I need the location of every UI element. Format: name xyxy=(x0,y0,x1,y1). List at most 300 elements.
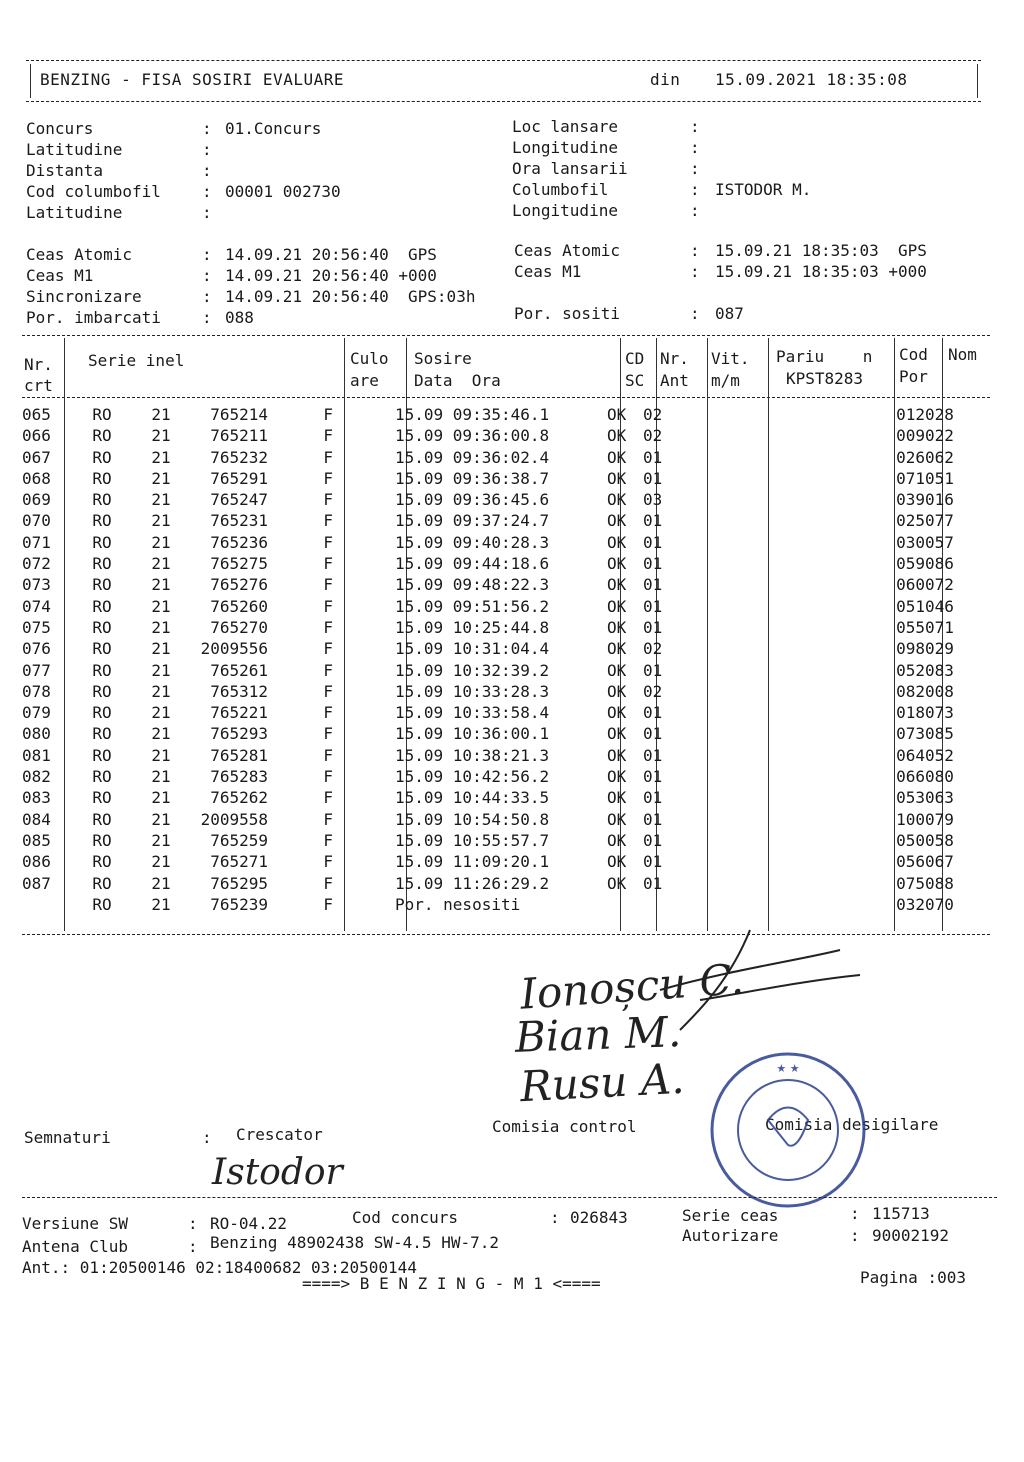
cell-pariu xyxy=(753,617,879,638)
ring-year: 21 xyxy=(151,639,171,659)
info-left-value: 00001 002730 xyxy=(225,182,341,201)
cod-concurs-value: 026843 xyxy=(570,1208,628,1227)
table-row xyxy=(22,425,965,446)
ring-country: RO xyxy=(92,681,112,701)
arrival-time: 15.09 11:09:20.1 xyxy=(395,852,550,872)
th-culoare: Culo xyxy=(350,349,389,368)
ring-number: 2009558 xyxy=(200,809,268,829)
ring-country: RO xyxy=(92,490,112,510)
cod-por: 056 xyxy=(896,852,925,872)
table-row xyxy=(22,660,965,681)
ring-number: 765271 xyxy=(210,852,268,872)
ring-sex: F xyxy=(323,809,333,829)
cell-culoare xyxy=(333,830,395,851)
cell-pariu xyxy=(753,468,879,489)
nom: 088 xyxy=(925,873,954,893)
ring-sex: F xyxy=(323,405,333,424)
cod-por: 026 xyxy=(896,447,925,467)
row-number: 072 xyxy=(22,554,51,574)
print-date-label: din xyxy=(650,70,681,89)
cell-culoare xyxy=(333,681,395,702)
table-row xyxy=(22,574,965,595)
ring-sex: F xyxy=(323,554,333,574)
row-number xyxy=(22,894,64,915)
ring-country: RO xyxy=(92,617,112,637)
info-right-label: Ora lansarii xyxy=(512,159,628,178)
ring-year: 21 xyxy=(151,426,171,446)
comisia-control-label: Comisia control xyxy=(492,1117,637,1136)
row-number: 073 xyxy=(22,575,51,595)
ring-year: 21 xyxy=(151,532,171,552)
cell-culoare xyxy=(333,809,395,830)
cod-por: 075 xyxy=(896,873,925,893)
antenna-number: 01 xyxy=(643,809,663,829)
clock-right-label: Ceas M1 xyxy=(514,262,582,281)
document-title: BENZING - FISA SOSIRI EVALUARE xyxy=(40,70,344,89)
autorizare-colon: : xyxy=(850,1226,860,1245)
th-nr-ant: Nr. xyxy=(660,349,689,368)
arrival-time: 15.09 10:44:33.5 xyxy=(395,788,550,808)
clock-right-value: 087 xyxy=(715,304,744,323)
ring-country: RO xyxy=(92,639,112,659)
colon-separator: : xyxy=(202,266,212,285)
ring-country: RO xyxy=(92,745,112,765)
colon-separator: : xyxy=(202,161,212,180)
cell-culoare xyxy=(333,596,395,617)
cd-status: OK xyxy=(607,830,627,850)
cod-concurs-label: Cod concurs xyxy=(352,1208,458,1227)
arrivals-table xyxy=(22,404,965,915)
info-right-value: ISTODOR M. xyxy=(715,180,812,199)
ring-sex: F xyxy=(323,511,333,531)
th-por: Por xyxy=(899,367,928,386)
clock-left-value: 088 xyxy=(225,308,254,327)
nom: 008 xyxy=(925,681,954,701)
ring-sex: F xyxy=(323,575,333,595)
cell-culoare xyxy=(333,638,395,659)
versiune-value: RO-04.22 xyxy=(210,1214,288,1233)
clock-left-value: 14.09.21 20:56:40 GPS:03h xyxy=(225,287,476,306)
cell-viteza xyxy=(693,468,753,489)
row-number: 071 xyxy=(22,532,51,552)
cell-viteza xyxy=(693,425,753,446)
ring-sex: F xyxy=(323,468,333,488)
cell-pariu xyxy=(753,660,879,681)
ring-year: 21 xyxy=(151,873,171,893)
colon-separator: : xyxy=(202,287,212,306)
row-number: 079 xyxy=(22,703,51,723)
cell-pariu xyxy=(753,745,879,766)
row-number: 076 xyxy=(22,639,51,659)
cell-pariu xyxy=(753,447,879,468)
table-row xyxy=(22,553,965,574)
cell-culoare xyxy=(333,851,395,872)
table-row xyxy=(22,681,965,702)
table-row xyxy=(22,404,965,425)
nom: 058 xyxy=(925,830,954,850)
cd-status: OK xyxy=(607,681,627,701)
cell-viteza xyxy=(693,532,753,553)
cell-viteza xyxy=(693,766,753,787)
ring-country: RO xyxy=(92,767,112,787)
nom: 070 xyxy=(925,894,954,914)
clock-left-value: 14.09.21 20:56:40 GPS xyxy=(225,245,437,264)
arrival-time: 15.09 09:36:02.4 xyxy=(395,447,550,467)
semnaturi-colon: : xyxy=(202,1128,212,1147)
ring-year: 21 xyxy=(151,681,171,701)
club-stamp xyxy=(708,1050,868,1210)
row-number: 074 xyxy=(22,596,51,616)
nom: 057 xyxy=(925,532,954,552)
cd-status: OK xyxy=(607,426,627,446)
info-left-label: Latitudine xyxy=(26,203,123,222)
cell-culoare xyxy=(333,489,395,510)
colon-separator: : xyxy=(690,304,700,323)
cell-culoare xyxy=(333,425,395,446)
cd-status: OK xyxy=(607,703,627,723)
cd-status: OK xyxy=(607,809,627,829)
autorizare-label: Autorizare xyxy=(682,1226,779,1245)
ring-country: RO xyxy=(92,575,112,595)
cell-viteza xyxy=(693,638,753,659)
th-cod: Cod xyxy=(899,345,928,364)
ring-number: 2009556 xyxy=(200,639,268,659)
ring-number: 765214 xyxy=(210,405,268,424)
cd-status: OK xyxy=(607,575,627,595)
ring-year: 21 xyxy=(151,405,171,424)
th-culoare-2: are xyxy=(350,371,379,390)
ring-country: RO xyxy=(92,830,112,850)
cell-culoare xyxy=(333,787,395,808)
cd-status: OK xyxy=(607,554,627,574)
antenna-number: 01 xyxy=(643,788,663,808)
ring-country: RO xyxy=(92,703,112,723)
colon-separator: : xyxy=(202,182,212,201)
cell-viteza xyxy=(693,553,753,574)
arrival-time: 15.09 09:37:24.7 xyxy=(395,511,550,531)
footer-divider xyxy=(22,1197,997,1198)
table-row xyxy=(22,468,965,489)
cell-viteza xyxy=(693,596,753,617)
info-left-label: Latitudine xyxy=(26,140,123,159)
ring-year: 21 xyxy=(151,596,171,616)
nom: 085 xyxy=(925,724,954,744)
antenna-number: 02 xyxy=(643,426,663,446)
cod-por: 053 xyxy=(896,788,925,808)
nom: 067 xyxy=(925,852,954,872)
colon-separator: : xyxy=(690,117,700,136)
cd-status: OK xyxy=(607,724,627,744)
cell-culoare xyxy=(333,894,395,915)
ring-country: RO xyxy=(92,426,112,446)
cod-por: 050 xyxy=(896,830,925,850)
cd-status: OK xyxy=(607,660,627,680)
antenna-number: 01 xyxy=(643,575,663,595)
antenna-number: 01 xyxy=(643,703,663,723)
ring-country: RO xyxy=(92,596,112,616)
nom: 062 xyxy=(925,447,954,467)
ring-country: RO xyxy=(92,852,112,872)
ring-sex: F xyxy=(323,745,333,765)
colon-separator: : xyxy=(202,119,212,138)
ring-number: 765259 xyxy=(210,830,268,850)
ring-sex: F xyxy=(323,426,333,446)
th-nr: Nr. xyxy=(24,355,53,374)
colon-separator: : xyxy=(690,241,700,260)
cod-por: 066 xyxy=(896,767,925,787)
clock-left-label: Por. imbarcati xyxy=(26,308,161,327)
cd-status: OK xyxy=(607,873,627,893)
th-serie-inel: Serie inel xyxy=(88,351,185,370)
print-date-value: 15.09.2021 18:35:08 xyxy=(715,70,908,89)
antenna-number: 03 xyxy=(643,490,663,510)
th-sosire: Sosire xyxy=(414,349,472,368)
antenna-number: 01 xyxy=(643,447,663,467)
ring-year: 21 xyxy=(151,660,171,680)
ring-sex: F xyxy=(323,660,333,680)
cod-por: 073 xyxy=(896,724,925,744)
autorizare-value: 90002192 xyxy=(872,1226,950,1245)
ring-country: RO xyxy=(92,660,112,680)
table-row xyxy=(22,702,965,723)
ring-country: RO xyxy=(92,447,112,467)
ring-sex: F xyxy=(323,532,333,552)
arrival-time: 15.09 11:26:29.2 xyxy=(395,873,550,893)
table-row xyxy=(22,723,965,744)
antenna-number: 01 xyxy=(643,554,663,574)
ring-country: RO xyxy=(92,468,112,488)
header-right-border xyxy=(977,64,978,98)
row-number: 083 xyxy=(22,788,51,808)
info-right-label: Columbofil xyxy=(512,180,609,199)
colon-separator: : xyxy=(202,203,212,222)
ring-country: RO xyxy=(92,511,112,531)
antenna-serials: Ant.: 01:20500146 02:18400682 03:20500144 xyxy=(22,1258,417,1277)
table-row xyxy=(22,851,965,872)
ring-country: RO xyxy=(92,873,112,893)
nom: 046 xyxy=(925,596,954,616)
ring-year: 21 xyxy=(151,468,171,488)
table-row xyxy=(22,830,965,851)
cell-pariu xyxy=(753,510,879,531)
cell-pariu xyxy=(753,702,879,723)
cell-pariu xyxy=(753,723,879,744)
ring-sex: F xyxy=(323,596,333,616)
antenna-number: 01 xyxy=(643,745,663,765)
cd-status: OK xyxy=(607,852,627,872)
ring-number: 765247 xyxy=(210,490,268,510)
info-left-label: Cod columbofil xyxy=(26,182,161,201)
cell-culoare xyxy=(333,468,395,489)
nom: 051 xyxy=(925,468,954,488)
ring-sex: F xyxy=(323,490,333,510)
cell-viteza xyxy=(693,574,753,595)
info-right-label: Longitudine xyxy=(512,138,618,157)
crescator-label: Crescator xyxy=(236,1125,323,1144)
cod-por: 052 xyxy=(896,660,925,680)
cell-viteza xyxy=(693,447,753,468)
cell-pariu xyxy=(753,894,879,915)
cd-status: OK xyxy=(607,767,627,787)
info-left-label: Distanta xyxy=(26,161,104,180)
colon-separator: : xyxy=(202,140,212,159)
ring-sex: F xyxy=(323,447,333,467)
ring-country: RO xyxy=(92,894,112,914)
cod-por: 032 xyxy=(896,894,925,914)
cell-pariu xyxy=(753,638,879,659)
cod-por: 018 xyxy=(896,703,925,723)
antenna-number: 01 xyxy=(643,852,663,872)
cell-culoare xyxy=(333,617,395,638)
ring-number: 765281 xyxy=(210,745,268,765)
ring-sex: F xyxy=(323,894,333,914)
table-row xyxy=(22,532,965,553)
cod-por: 039 xyxy=(896,490,925,510)
nom: 079 xyxy=(925,809,954,829)
cd-status: OK xyxy=(607,447,627,467)
cd-status: OK xyxy=(607,617,627,637)
nom: 016 xyxy=(925,490,954,510)
ring-sex: F xyxy=(323,830,333,850)
antenna-number: 01 xyxy=(643,617,663,637)
header-top-border xyxy=(26,60,981,61)
clock-left-label: Ceas Atomic xyxy=(26,245,132,264)
cd-status: OK xyxy=(607,639,627,659)
cod-por: 009 xyxy=(896,426,925,446)
cell-pariu xyxy=(753,532,879,553)
cell-viteza xyxy=(693,660,753,681)
table-row xyxy=(22,596,965,617)
row-number: 085 xyxy=(22,830,51,850)
serie-ceas-value: 115713 xyxy=(872,1204,930,1223)
cell-culoare xyxy=(333,660,395,681)
cod-por: 051 xyxy=(896,596,925,616)
cell-culoare xyxy=(333,873,395,894)
antenna-number: 01 xyxy=(643,660,663,680)
ring-year: 21 xyxy=(151,830,171,850)
cod-por: 012 xyxy=(896,405,925,424)
cell-culoare xyxy=(333,447,395,468)
cd-status: OK xyxy=(607,596,627,616)
ring-country: RO xyxy=(92,724,112,744)
th-kpst: KPST8283 xyxy=(786,369,864,388)
colon-separator: : xyxy=(690,201,700,220)
ring-year: 21 xyxy=(151,617,171,637)
ring-sex: F xyxy=(323,617,333,637)
comisia-desigilare-label: Comisia desigilare xyxy=(765,1115,939,1134)
nom: 029 xyxy=(925,639,954,659)
page-number: Pagina :003 xyxy=(860,1268,966,1287)
ring-number: 765293 xyxy=(210,724,268,744)
cod-por: 030 xyxy=(896,532,925,552)
ring-number: 765231 xyxy=(210,511,268,531)
antenna-number: 02 xyxy=(643,681,663,701)
cell-viteza xyxy=(693,873,753,894)
cell-culoare xyxy=(333,702,395,723)
arrival-time: 15.09 10:54:50.8 xyxy=(395,809,550,829)
ring-number: 765291 xyxy=(210,468,268,488)
benzing-banner: ====> B E N Z I N G - M 1 <==== xyxy=(302,1274,601,1293)
cell-culoare xyxy=(333,766,395,787)
arrival-time: 15.09 09:51:56.2 xyxy=(395,596,550,616)
ring-number: 765275 xyxy=(210,554,268,574)
versiune-label: Versiune SW xyxy=(22,1214,128,1233)
arrival-time: 15.09 10:31:04.4 xyxy=(395,639,550,659)
arrival-time: 15.09 10:33:58.4 xyxy=(395,703,550,723)
ring-number: 765270 xyxy=(210,617,268,637)
table-row xyxy=(22,809,965,830)
ring-country: RO xyxy=(92,809,112,829)
ring-year: 21 xyxy=(151,490,171,510)
nom: 077 xyxy=(925,511,954,531)
ring-year: 21 xyxy=(151,554,171,574)
ring-number: 765239 xyxy=(210,894,268,914)
cell-culoare xyxy=(333,745,395,766)
cod-por: 098 xyxy=(896,639,925,659)
table-row xyxy=(22,510,965,531)
nom: 063 xyxy=(925,788,954,808)
arrival-time: 15.09 10:33:28.3 xyxy=(395,681,550,701)
nom: 028 xyxy=(925,405,954,424)
cell-viteza xyxy=(693,681,753,702)
cd-status: OK xyxy=(607,468,627,488)
cod-concurs-colon: : xyxy=(550,1208,560,1227)
arrival-time: 15.09 10:25:44.8 xyxy=(395,617,550,637)
arrival-time: 15.09 09:44:18.6 xyxy=(395,554,550,574)
row-number: 069 xyxy=(22,490,51,510)
row-number: 070 xyxy=(22,511,51,531)
row-number: 067 xyxy=(22,447,51,467)
cd-status: OK xyxy=(607,788,627,808)
arrival-time: 15.09 09:36:00.8 xyxy=(395,426,550,446)
table-row xyxy=(22,617,965,638)
cell-pariu xyxy=(753,830,879,851)
antenna-number: 01 xyxy=(643,511,663,531)
cod-por: 025 xyxy=(896,511,925,531)
cell-pariu xyxy=(753,425,879,446)
info-left-value: 01.Concurs xyxy=(225,119,322,138)
ring-year: 21 xyxy=(151,809,171,829)
table-row xyxy=(22,787,965,808)
cell-viteza xyxy=(693,702,753,723)
arrival-time: 15.09 09:35:46.1 xyxy=(395,405,550,424)
th-data-ora: Data Ora xyxy=(414,371,501,390)
cd-status: OK xyxy=(607,745,627,765)
antenna-number: 01 xyxy=(643,830,663,850)
cod-por: 059 xyxy=(896,554,925,574)
header-bottom-border xyxy=(26,101,981,102)
arrival-time: 15.09 09:36:38.7 xyxy=(395,468,550,488)
antenna-number: 01 xyxy=(643,468,663,488)
colon-separator: : xyxy=(690,180,700,199)
table-row xyxy=(22,638,965,659)
nom: 052 xyxy=(925,745,954,765)
semnaturi-label: Semnaturi xyxy=(24,1128,111,1147)
cod-por: 071 xyxy=(896,468,925,488)
info-right-label: Loc lansare xyxy=(512,117,618,136)
cell-pariu xyxy=(753,574,879,595)
serie-ceas-label: Serie ceas xyxy=(682,1206,779,1225)
nom: 086 xyxy=(925,554,954,574)
nom: 071 xyxy=(925,617,954,637)
clock-right-value: 15.09.21 18:35:03 GPS xyxy=(715,241,927,260)
colon-separator: : xyxy=(690,159,700,178)
th-cd: CD xyxy=(625,349,645,368)
nom: 022 xyxy=(925,426,954,446)
th-nom: Nom xyxy=(948,345,977,364)
cell-pariu xyxy=(753,489,879,510)
cell-viteza xyxy=(693,510,753,531)
